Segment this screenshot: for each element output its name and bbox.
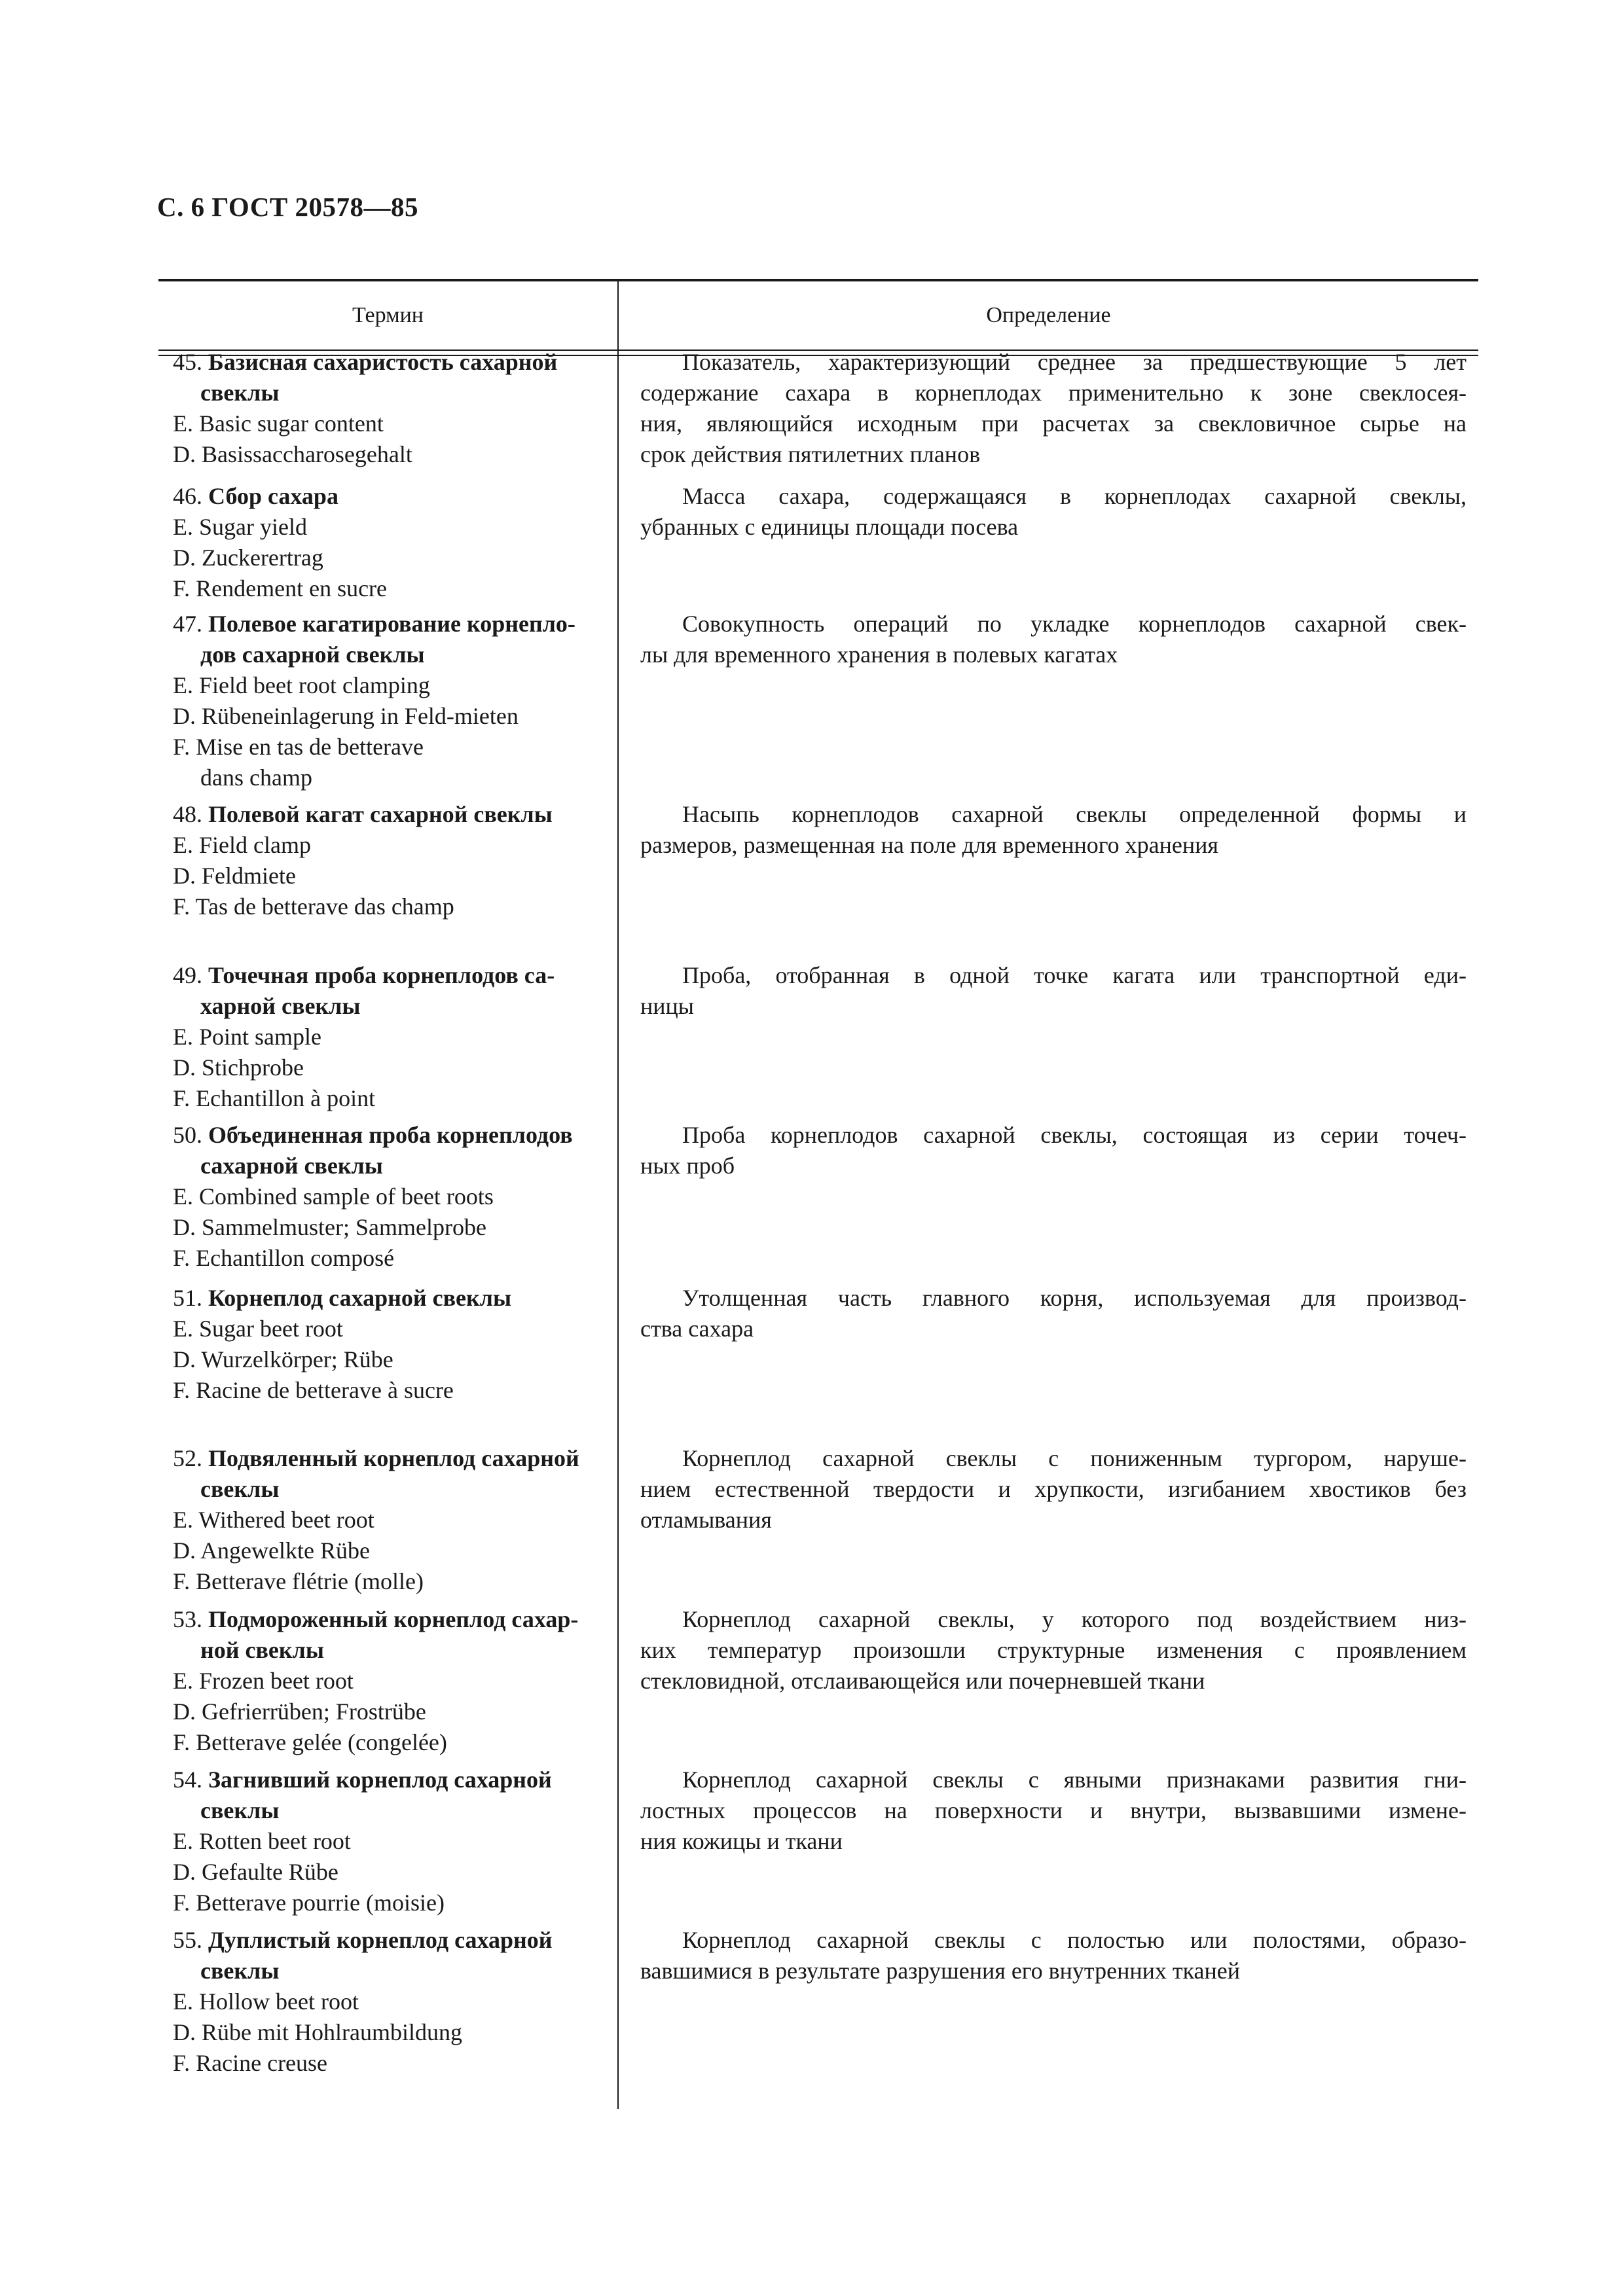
term-number: 51. (173, 1285, 202, 1311)
term-title-line (173, 1283, 611, 1314)
definition-line: Показатель, характеризующий среднее за предшествующие 5 лет (682, 349, 1467, 375)
page-header: С. 6 ГОСТ 20578—85 (157, 192, 419, 222)
term-title-line (173, 1151, 611, 1181)
definition-cell (640, 1925, 1467, 1986)
term-translation: D. Gefrierrüben; Frostrübe (173, 1698, 426, 1725)
definition-line: лы для временного хранения в полевых кагатах (640, 641, 1118, 668)
term-cell (173, 1604, 611, 1758)
definition-cell (640, 1120, 1467, 1181)
term-translation: F. Betterave flétrie (molle) (173, 1568, 424, 1594)
term-translation: D. Wurzelkörper; Rübe (173, 1346, 393, 1372)
term-translation: D. Basissaccharosegehalt (173, 441, 412, 467)
definition-cell (640, 347, 1467, 470)
definition-cell (640, 481, 1467, 543)
definition-cell (640, 960, 1467, 1022)
term-translation: F. Rendement en sucre (173, 575, 388, 601)
definition-line: убранных с единицы площади посева (640, 514, 1019, 540)
term-title: Полевой кагат сахарной свеклы (208, 801, 553, 827)
term-number: 48. (173, 801, 202, 827)
definition-cell (640, 1283, 1467, 1344)
definition-cell (640, 799, 1467, 861)
term-title: свеклы (200, 1958, 280, 1984)
definition-line: ния, являющийся исходным при расчетах за свекловичное сырье на (640, 410, 1467, 437)
term-title-line (173, 1120, 611, 1151)
term-title: Дуплистый корнеплод сахарной (208, 1927, 553, 1953)
term-cell (173, 1120, 611, 1274)
term-number: 52. (173, 1445, 202, 1471)
definition-line: Корнеплод сахарной свеклы с полостью или полостями, образо- (682, 1927, 1467, 1953)
term-title-line (173, 1765, 611, 1795)
definition-line: ния кожицы и ткани (640, 1828, 843, 1854)
definition-line: Проба, отобранная в одной точке кагата или транспортной еди- (682, 962, 1467, 988)
term-title-line (173, 481, 611, 512)
term-translation: F. Mise en tas de betterave (173, 734, 424, 760)
term-title-line (173, 1474, 611, 1505)
term-title-line (173, 1956, 611, 1986)
definition-line: Совокупность операций по укладке корнеплодов сахарной свек- (682, 611, 1467, 637)
term-cell (173, 609, 611, 793)
term-title-line (173, 1795, 611, 1826)
definition-line: содержание сахара в корнеплодах применительно к зоне свеклосея- (640, 380, 1467, 406)
definition-line: Насыпь корнеплодов сахарной свеклы определенной формы и (682, 801, 1467, 827)
term-cell (173, 960, 611, 1114)
definition-cell (640, 1443, 1467, 1535)
term-title-line (173, 991, 611, 1022)
term-translation: E. Hollow beet root (173, 1988, 359, 2015)
definition-line: отламывания (640, 1507, 772, 1533)
term-translation: E. Basic sugar content (173, 410, 384, 437)
term-translation: F. Echantillon à point (173, 1085, 376, 1111)
term-translation: E. Frozen beet root (173, 1668, 354, 1694)
term-translation: D. Sammelmuster; Sammelprobe (173, 1214, 486, 1240)
definition-line: Проба корнеплодов сахарной свеклы, состоящая из серии точеч- (682, 1122, 1467, 1148)
term-number: 53. (173, 1606, 202, 1632)
definition-line: Корнеплод сахарной свеклы, у которого под воздействием низ- (682, 1606, 1467, 1632)
definition-line: Корнеплод сахарной свеклы с пониженным тургором, наруше- (682, 1445, 1467, 1471)
definition-line: ницы (640, 993, 694, 1019)
term-title: сахарной свеклы (200, 1153, 383, 1179)
term-cell (173, 1443, 611, 1597)
term-translation: D. Rübeneinlagerung in Feld-mieten (173, 703, 519, 729)
term-translation: F. Racine de betterave à sucre (173, 1377, 454, 1403)
definition-line: Корнеплод сахарной свеклы с явными признаками развития гни- (682, 1767, 1467, 1793)
term-number: 54. (173, 1767, 202, 1793)
term-cell (173, 347, 611, 470)
term-translation: E. Sugar yield (173, 514, 307, 540)
term-translation: F. Tas de betterave das champ (173, 893, 454, 920)
definition-line: лостных процессов на поверхности и внутри, вызвавшими измене- (640, 1797, 1467, 1823)
term-translation: F. Echantillon composé (173, 1245, 395, 1271)
term-title-line (173, 639, 611, 670)
term-translation: E. Rotten beet root (173, 1828, 351, 1854)
definition-line: ства сахара (640, 1316, 754, 1342)
term-translation: E. Withered beet root (173, 1507, 374, 1533)
definition-line: нием естественной твердости и хрупкости, изгибанием хвостиков без (640, 1476, 1467, 1502)
term-translation: E. Combined sample of beet roots (173, 1183, 494, 1210)
term-translation: D. Rübe mit Hohlraumbildung (173, 2019, 462, 2045)
term-number: 49. (173, 962, 202, 988)
term-number: 47. (173, 611, 202, 637)
term-title: Точечная проба корнеплодов са- (208, 962, 555, 988)
term-translation: dans champ (200, 764, 312, 791)
term-translation: E. Field beet root clamping (173, 672, 430, 698)
term-translation: D. Stichprobe (173, 1054, 304, 1081)
term-title-line (173, 1443, 611, 1474)
definition-line: стекловидной, отслаивающейся или почерневшей ткани (640, 1668, 1205, 1694)
term-title: Полевое кагатирование корнепло- (208, 611, 575, 637)
term-title: ной свеклы (200, 1637, 324, 1663)
term-translation: F. Racine creuse (173, 2050, 328, 2076)
term-translation: D. Zuckerertrag (173, 545, 323, 571)
term-title-line (173, 1925, 611, 1956)
definition-line: срок действия пятилетних планов (640, 441, 981, 467)
term-title: Загнивший корнеплод сахарной (208, 1767, 552, 1793)
term-cell (173, 1283, 611, 1406)
term-title: Объединенная проба корнеплодов (208, 1122, 573, 1148)
definition-line: ных проб (640, 1153, 735, 1179)
term-cell (173, 1765, 611, 1918)
term-translation: D. Angewelkte Rübe (173, 1537, 370, 1564)
term-title: дов сахарной свеклы (200, 641, 425, 668)
term-title-line (173, 378, 611, 408)
term-number: 45. (173, 349, 202, 375)
term-title-line (173, 1635, 611, 1666)
term-title: свеклы (200, 380, 280, 406)
term-title: харной свеклы (200, 993, 361, 1019)
term-number: 46. (173, 483, 202, 509)
term-title: свеклы (200, 1476, 280, 1502)
term-title: Подмороженный корнеплод сахар- (208, 1606, 579, 1632)
term-cell (173, 1925, 611, 2079)
column-divider (617, 279, 619, 2109)
term-title-line (173, 609, 611, 639)
term-title-line (173, 799, 611, 830)
column-header-definition: Определение (986, 303, 1111, 327)
definition-line: ких температур произошли структурные изменения с проявлением (640, 1637, 1467, 1663)
term-translation: E. Field clamp (173, 832, 311, 858)
term-title-line (173, 1604, 611, 1635)
definition-cell (640, 1765, 1467, 1857)
term-cell (173, 799, 611, 922)
term-title: свеклы (200, 1797, 280, 1823)
term-title: Базисная сахаристость сахарной (208, 349, 558, 375)
term-title: Корнеплод сахарной свеклы (208, 1285, 512, 1311)
definition-line: вавшимися в результате разрушения его внутренних тканей (640, 1958, 1241, 1984)
term-number: 55. (173, 1927, 202, 1953)
definition-line: Утолщенная часть главного корня, используемая для производ- (682, 1285, 1467, 1311)
term-cell (173, 481, 611, 604)
column-header-term: Термин (352, 303, 424, 327)
table-header-row (158, 281, 1478, 350)
term-number: 50. (173, 1122, 202, 1148)
term-title: Подвяленный корнеплод сахарной (208, 1445, 579, 1471)
term-translation: D. Gefaulte Rübe (173, 1859, 338, 1885)
term-translation: D. Feldmiete (173, 863, 296, 889)
definition-line: Масса сахара, содержащаяся в корнеплодах сахарной свеклы, (682, 483, 1467, 509)
definition-cell (640, 1604, 1467, 1696)
term-translation: E. Point sample (173, 1024, 321, 1050)
term-title-line (173, 960, 611, 991)
definition-cell (640, 609, 1467, 670)
term-title-line (173, 347, 611, 378)
term-translation: F. Betterave gelée (congelée) (173, 1729, 447, 1755)
definition-line: размеров, размещенная на поле для временного хранения (640, 832, 1218, 858)
term-translation: E. Sugar beet root (173, 1316, 343, 1342)
term-translation: F. Betterave pourrie (moisie) (173, 1890, 445, 1916)
term-title: Сбор сахара (208, 483, 338, 509)
